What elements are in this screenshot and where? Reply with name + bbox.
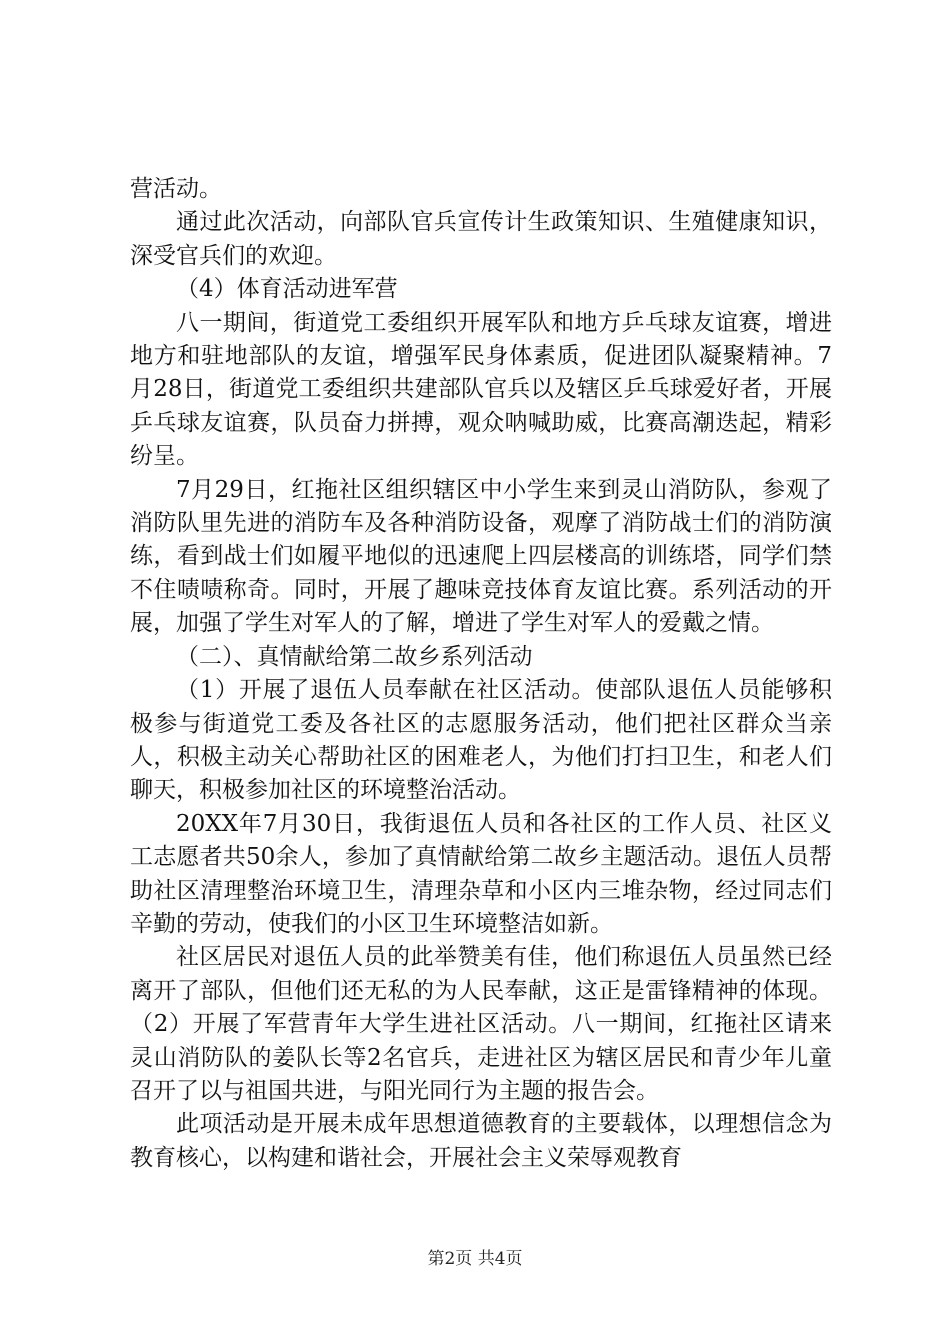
paragraph: 通过此次活动，向部队官兵宣传计生政策知识、生殖健康知识，深受官兵们的欢迎。 — [130, 209, 832, 269]
paragraph: （1）开展了退伍人员奉献在社区活动。使部队退伍人员能够积极参与街道党工委及各社区的志愿服务活动，他们把社区群众当亲人，积极主动关心帮助社区的困难老人，为他们打扫卫生，和老人们聊天，积极参加社区的环境整治活动。 — [130, 677, 832, 804]
document-body — [130, 173, 832, 1175]
section-heading: （4）体育活动进军营 — [176, 276, 398, 303]
paragraph: 此项活动是开展未成年思想道德教育的主要载体，以理想信念为教育核心，以构建和谐社会，开展社会主义荣辱观教育 — [130, 1111, 832, 1171]
section-heading: （二）、真情献给第二故乡系列活动 — [176, 643, 533, 670]
paragraph: 20XX年7月30日，我街退伍人员和各社区的工作人员、社区义工志愿者共50余人，参加了真情献给第二故乡主题活动。退伍人员帮助社区清理整治环境卫生，清理杂草和小区内三堆杂物，经过同志们辛勤的劳动，使我们的小区卫生环境整洁如新。 — [130, 810, 832, 937]
paragraph-continuation: 营活动。 — [130, 176, 222, 202]
paragraph: 八一期间，街道党工委组织开展军队和地方乒乓球友谊赛，增进地方和驻地部队的友谊，增强军民身体素质，促进团队凝聚精神。7月28日，街道党工委组织共建部队官兵以及辖区乒乓球爱好者，开展乒乓球友谊赛，队员奋力拼搏，观众呐喊助威，比赛高潮迭起，精彩纷呈。 — [130, 309, 832, 470]
paragraph: 社区居民对退伍人员的此举赞美有佳，他们称退伍人员虽然已经离开了部队，但他们还无私的为人民奉献，这正是雷锋精神的体现。（2）开展了军营青年大学生进社区活动。八一期间，红拖社区请来灵山消防队的姜队长等2名官兵，走进社区为辖区居民和青少年儿童召开了以与祖国共进，与阳光同行为主题的报告会。 — [130, 944, 832, 1104]
page-number-footer: 第2页 共4页 — [427, 1249, 523, 1269]
paragraph: 7月29日，红拖社区组织辖区中小学生来到灵山消防队，参观了消防队里先进的消防车及各种消防设备，观摩了消防战士们的消防演练，看到战士们如履平地似的迅速爬上四层楼高的训练塔，同学们禁不住啧啧称奇。同时，开展了趣味竞技体育友谊比赛。系列活动的开展，加强了学生对军人的了解，增进了学生对军人的爱戴之情。 — [130, 476, 832, 637]
